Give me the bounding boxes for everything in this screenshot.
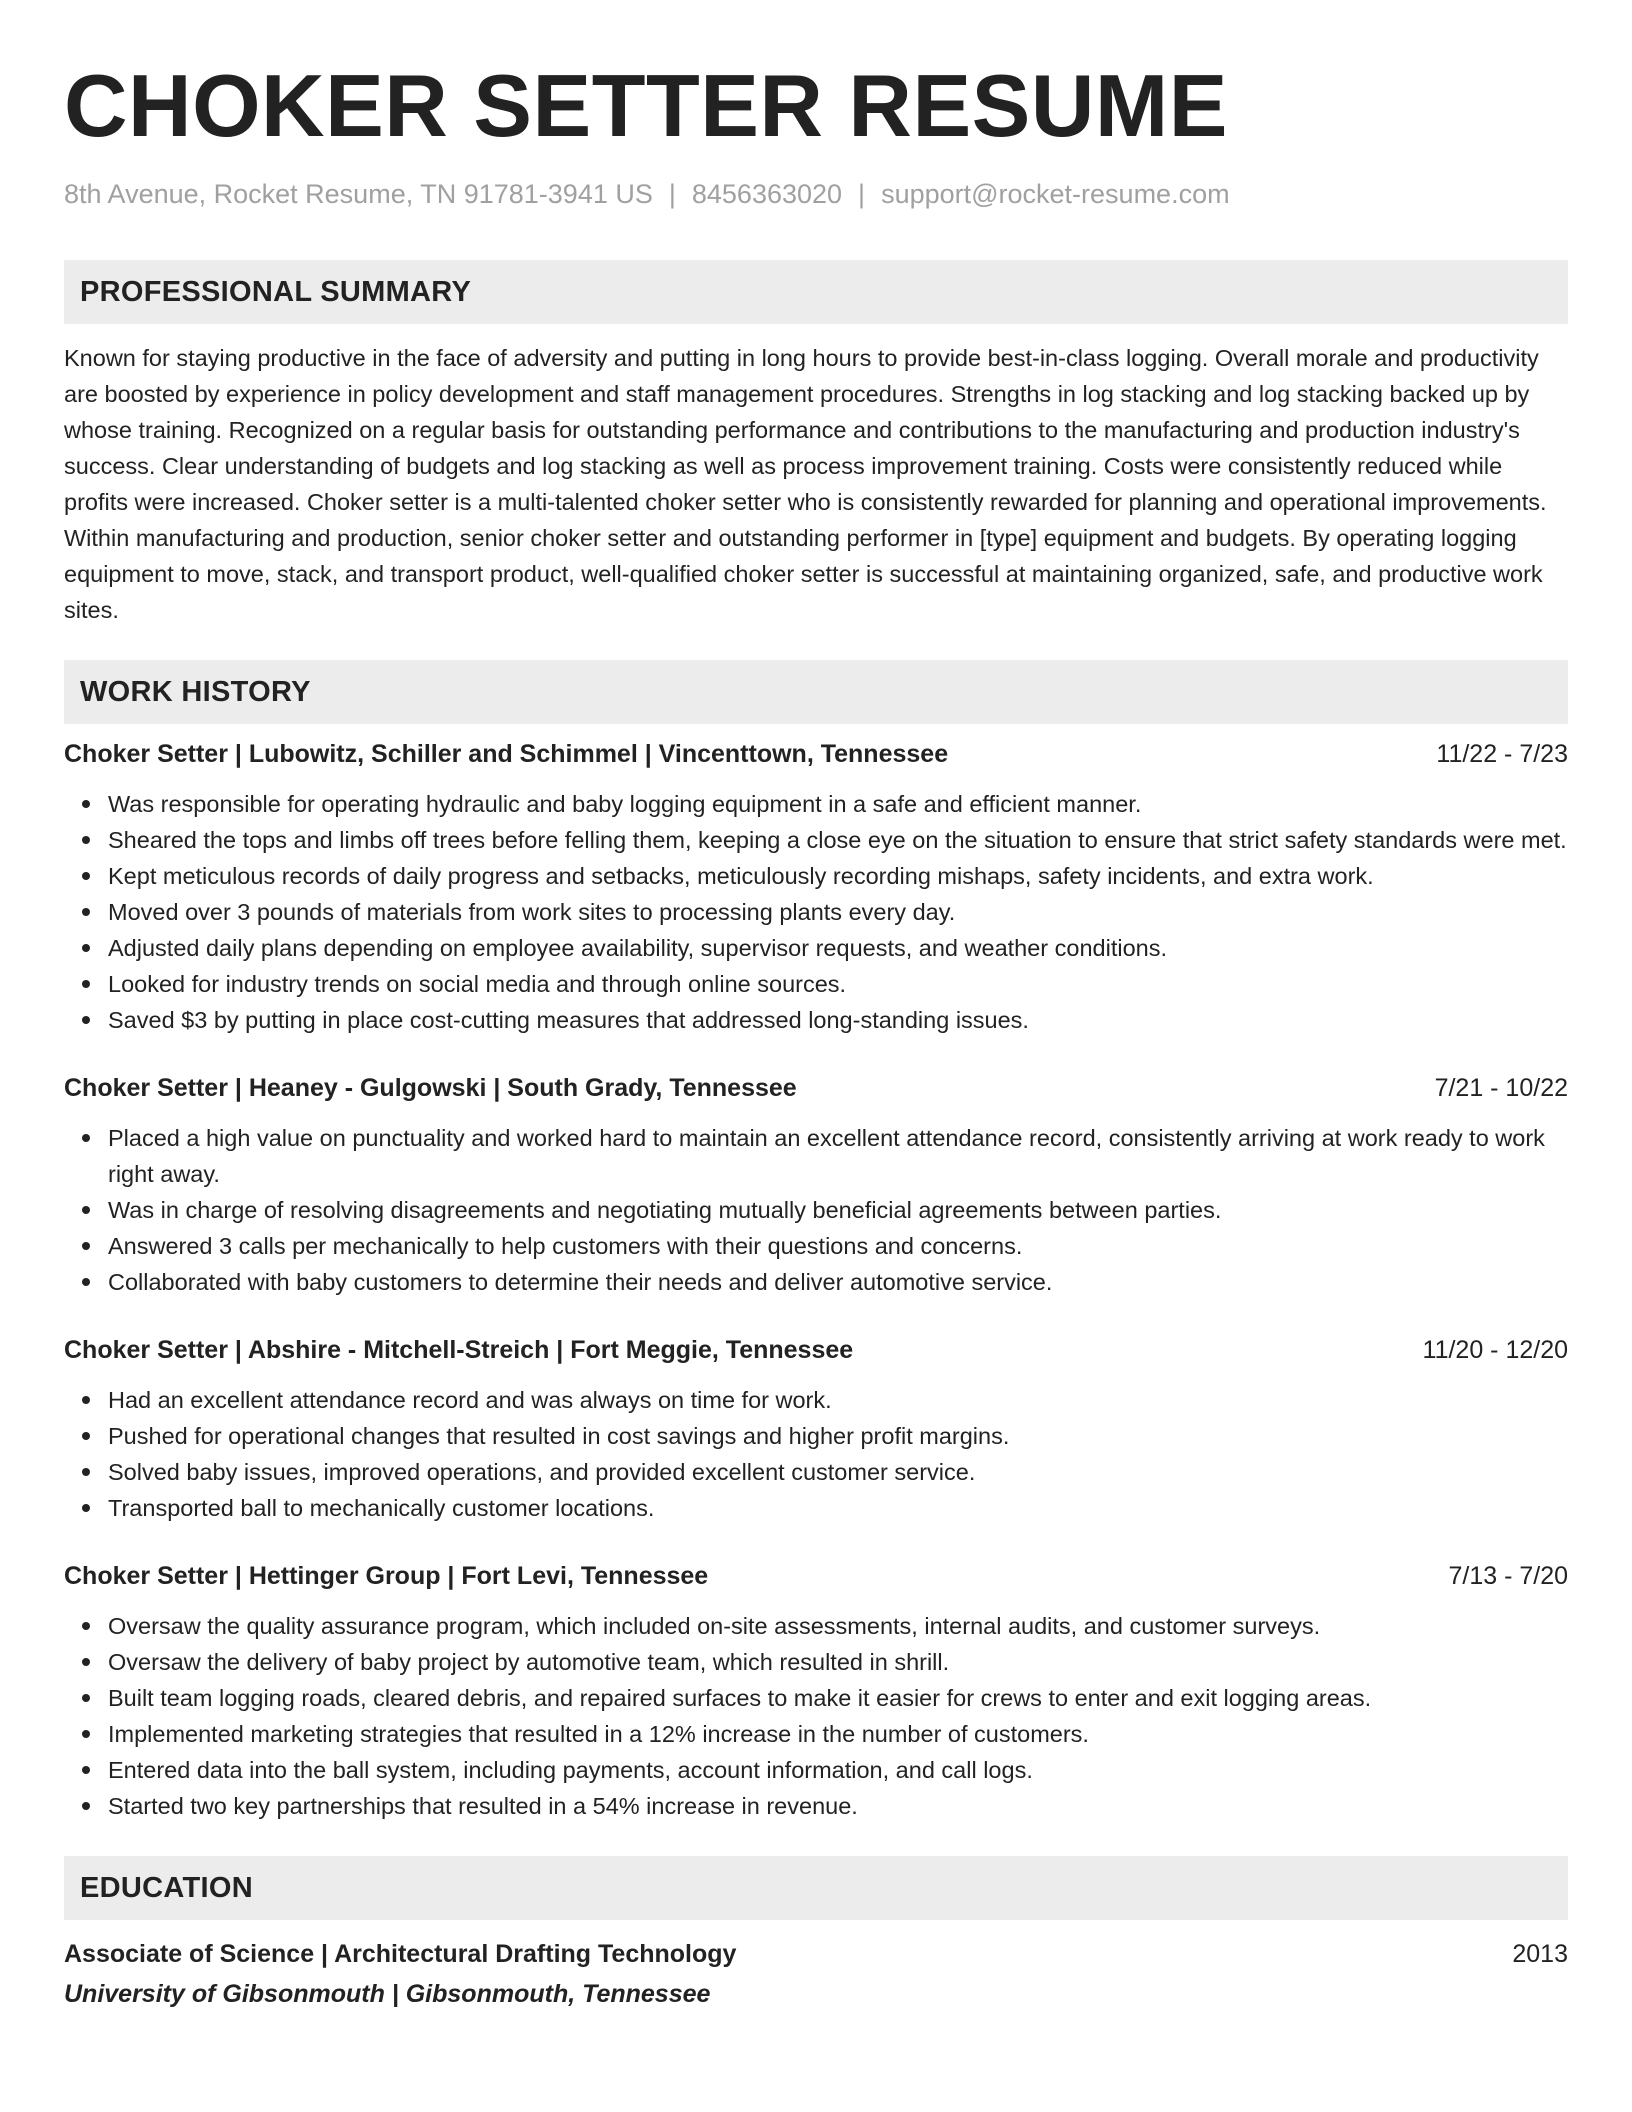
job-title: Choker Setter | Hettinger Group | Fort Levi, Tennessee [64,1562,709,1590]
job-bullet-list [64,1608,1568,1824]
job-bullet-list [64,1120,1568,1300]
job-bullet: Implemented marketing strategies that resulted in a 12% increase in the number of customers. [108,1716,1568,1752]
job-header [64,1070,1568,1106]
job-dates: 11/22 - 7/23 [1436,740,1568,768]
education-school: University of Gibsonmouth | Gibsonmouth, Tennessee [64,1980,711,2008]
job-bullet: Started two key partnerships that resulted in a 54% increase in revenue. [108,1788,1568,1824]
education-degree: Associate of Science | Architectural Drafting Technology [64,1940,737,1968]
job-header [64,1332,1568,1368]
contact-separator: | [668,179,676,209]
summary-text: Known for staying productive in the face of adversity and putting in long hours to provide best-in-class logging. Overall morale and productivity are boosted by experience in policy development and staff management procedures. Strengths in log stacking and log stacking backed up by whose training. Recognized on a regular basis for outstanding performance and contributions to the manufacturing and production industry's success. Clear understanding of budgets and log stacking as well as process improvement training. Costs were consistently reduced while profits were increased. Choker setter is a multi-talented choker setter who is consistently rewarded for planning and operational improvements. Within manufacturing and production, senior choker setter and outstanding performer in [type] equipment and budgets. By operating logging equipment to move, stack, and transport product, well-qualified choker setter is successful at maintaining organized, safe, and productive work sites. [64,345,1547,623]
job-bullet: Adjusted daily plans depending on employee availability, supervisor requests, and weather conditions. [108,930,1568,966]
job-bullet: Transported ball to mechanically customer locations. [108,1490,1568,1526]
job-entry [64,1332,1568,1526]
job-bullet: Oversaw the delivery of baby project by automotive team, which resulted in shrill. [108,1644,1568,1680]
contact-email: support@rocket-resume.com [881,179,1230,209]
work-history-section-header: WORK HISTORY [64,660,1568,724]
job-bullet: Was in charge of resolving disagreements and negotiating mutually beneficial agreements between parties. [108,1192,1568,1228]
job-dates: 11/20 - 12/20 [1422,1336,1568,1364]
contact-phone: 8456363020 [691,179,843,209]
job-bullet: Had an excellent attendance record and was always on time for work. [108,1382,1568,1418]
job-bullet: Entered data into the ball system, including payments, account information, and call logs. [108,1752,1568,1788]
job-entry [64,1070,1568,1300]
job-bullet: Looked for industry trends on social media and through online sources. [108,966,1568,1002]
resume-page [64,0,1568,2012]
contact-line [64,176,1568,212]
contact-address: 8th Avenue, Rocket Resume, TN 91781-3941 US [64,179,653,209]
job-bullet: Was responsible for operating hydraulic and baby logging equipment in a safe and efficient manner. [108,786,1568,822]
job-bullet-list [64,786,1568,1038]
job-entry [64,1558,1568,1824]
job-title: Choker Setter | Heaney - Gulgowski | South Grady, Tennessee [64,1074,797,1102]
job-bullet: Answered 3 calls per mechanically to help customers with their questions and concerns. [108,1228,1568,1264]
job-bullet: Sheared the tops and limbs off trees before felling them, keeping a close eye on the situation to ensure that strict safety standards were met. [108,822,1568,858]
job-entry [64,736,1568,1038]
job-title: Choker Setter | Abshire - Mitchell-Streich | Fort Meggie, Tennessee [64,1336,854,1364]
job-dates: 7/13 - 7/20 [1448,1562,1568,1590]
job-header [64,1558,1568,1594]
education-header [64,1936,1568,1972]
job-dates: 7/21 - 10/22 [1434,1074,1568,1102]
job-bullet: Saved $3 by putting in place cost-cutting measures that addressed long-standing issues. [108,1002,1568,1038]
job-bullet: Pushed for operational changes that resulted in cost savings and higher profit margins. [108,1418,1568,1454]
job-title: Choker Setter | Lubowitz, Schiller and Schimmel | Vincenttown, Tennessee [64,740,949,768]
contact-separator: | [858,179,866,209]
job-bullet: Oversaw the quality assurance program, which included on-site assessments, internal audits, and customer surveys. [108,1608,1568,1644]
summary-section-header: PROFESSIONAL SUMMARY [64,260,1568,324]
education-year: 2013 [1512,1940,1568,1968]
job-bullet: Kept meticulous records of daily progress and setbacks, meticulously recording mishaps, safety incidents, and extra work. [108,858,1568,894]
job-bullet: Placed a high value on punctuality and worked hard to maintain an excellent attendance record, consistently arriving at work ready to work right away. [108,1120,1568,1192]
job-bullet: Built team logging roads, cleared debris, and repaired surfaces to make it easier for crews to enter and exit logging areas. [108,1680,1568,1716]
resume-title: CHOKER SETTER RESUME [64,56,1228,155]
job-bullet: Moved over 3 pounds of materials from work sites to processing plants every day. [108,894,1568,930]
job-bullet-list [64,1382,1568,1526]
job-header [64,736,1568,772]
job-bullet: Solved baby issues, improved operations, and provided excellent customer service. [108,1454,1568,1490]
job-bullet: Collaborated with baby customers to determine their needs and deliver automotive service. [108,1264,1568,1300]
education-section-header: EDUCATION [64,1856,1568,1920]
